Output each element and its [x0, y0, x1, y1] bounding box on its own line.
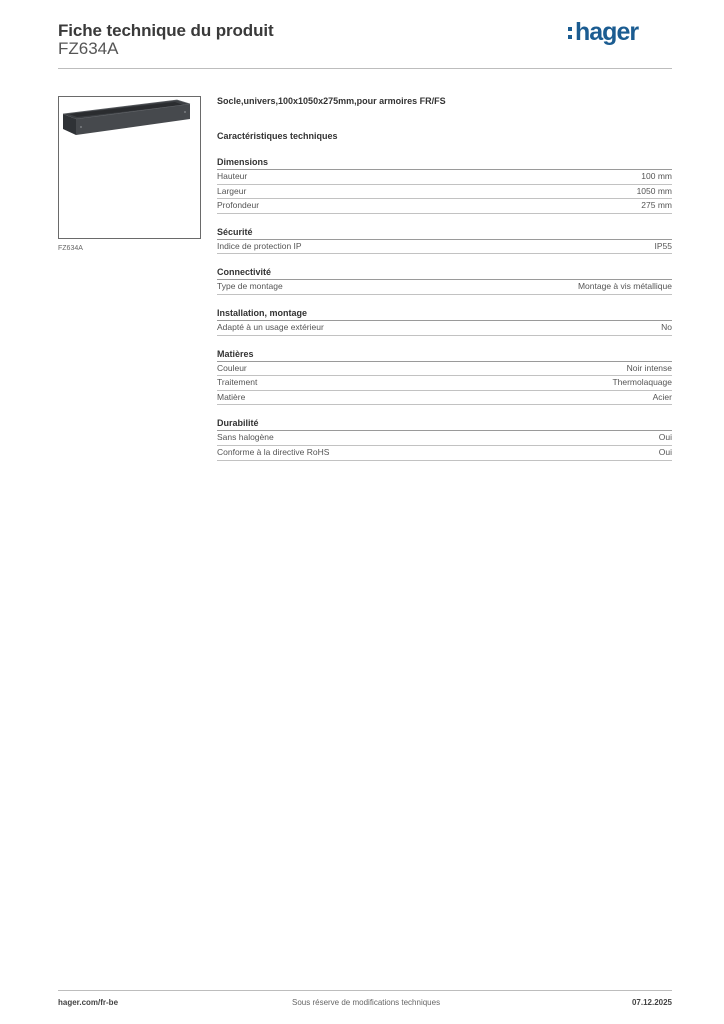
spec-section [217, 267, 672, 295]
spec-value: IP55 [654, 240, 672, 251]
spec-row [217, 376, 672, 391]
image-caption: FZ634A [58, 245, 83, 252]
spec-row [217, 391, 672, 406]
spec-value: 100 mm [641, 171, 672, 181]
spec-row [217, 431, 672, 446]
spec-row [217, 362, 672, 377]
section-title: Installation, montage [217, 308, 672, 321]
spec-label: Sans halogène [217, 432, 274, 443]
spec-section [217, 227, 672, 255]
spec-value: Noir intense [626, 362, 672, 373]
spec-content [217, 96, 672, 461]
spec-label: Traitement [217, 377, 258, 388]
spec-label: Adapté à un usage extérieur [217, 321, 324, 332]
spec-section [217, 349, 672, 406]
footer-date: 07.12.2025 [631, 998, 672, 1007]
spec-value: Thermolaquage [612, 377, 672, 388]
footer-disclaimer: Sous réserve de modifications techniques [292, 998, 441, 1007]
spec-row [217, 446, 672, 461]
spec-label: Type de montage [217, 281, 283, 292]
spec-sections [217, 157, 672, 461]
spec-label: Matière [217, 391, 246, 402]
spec-row [217, 185, 672, 200]
spec-section [217, 418, 672, 460]
spec-label: Largeur [217, 185, 247, 196]
footer-website-link[interactable]: hager.com/fr-be [58, 998, 119, 1007]
header-divider [58, 68, 672, 69]
section-title: Connectivité [217, 267, 672, 280]
spec-value: Oui [658, 432, 672, 443]
spec-label: Profondeur [217, 200, 260, 211]
spec-label: Hauteur [217, 171, 248, 181]
spec-value: Acier [652, 391, 672, 402]
product-description: Socle,univers,100x1050x275mm,pour armoires FR/FS [217, 96, 446, 106]
footer-divider [58, 990, 672, 991]
hager-logo[interactable] [566, 17, 658, 47]
hager-logo-icon [566, 17, 658, 47]
spec-row [217, 240, 672, 255]
spec-section [217, 308, 672, 336]
page-title: Fiche technique du produit [58, 21, 274, 40]
spec-row [217, 170, 672, 185]
product-image-frame [58, 96, 201, 239]
spec-row [217, 199, 672, 214]
spec-label: Conforme à la directive RoHS [217, 446, 330, 457]
spec-value: Oui [658, 446, 672, 457]
specs-title: Caractéristiques techniques [217, 131, 338, 141]
spec-label: Indice de protection IP [217, 240, 302, 251]
spec-value: 1050 mm [636, 185, 672, 196]
product-base-plinth-image [59, 97, 200, 238]
spec-label: Couleur [217, 362, 247, 373]
section-title: Dimensions [217, 157, 672, 170]
spec-section [217, 157, 672, 214]
spec-row [217, 280, 672, 295]
product-reference: FZ634A [58, 39, 119, 58]
spec-value: Montage à vis métallique [577, 281, 672, 292]
spec-row [217, 321, 672, 336]
spec-value: 275 mm [641, 200, 672, 211]
spec-value: No [661, 321, 672, 332]
section-title: Durabilité [217, 418, 672, 431]
logo-wordmark: hager [575, 18, 639, 46]
section-title: Sécurité [217, 227, 672, 240]
section-title: Matières [217, 349, 672, 362]
